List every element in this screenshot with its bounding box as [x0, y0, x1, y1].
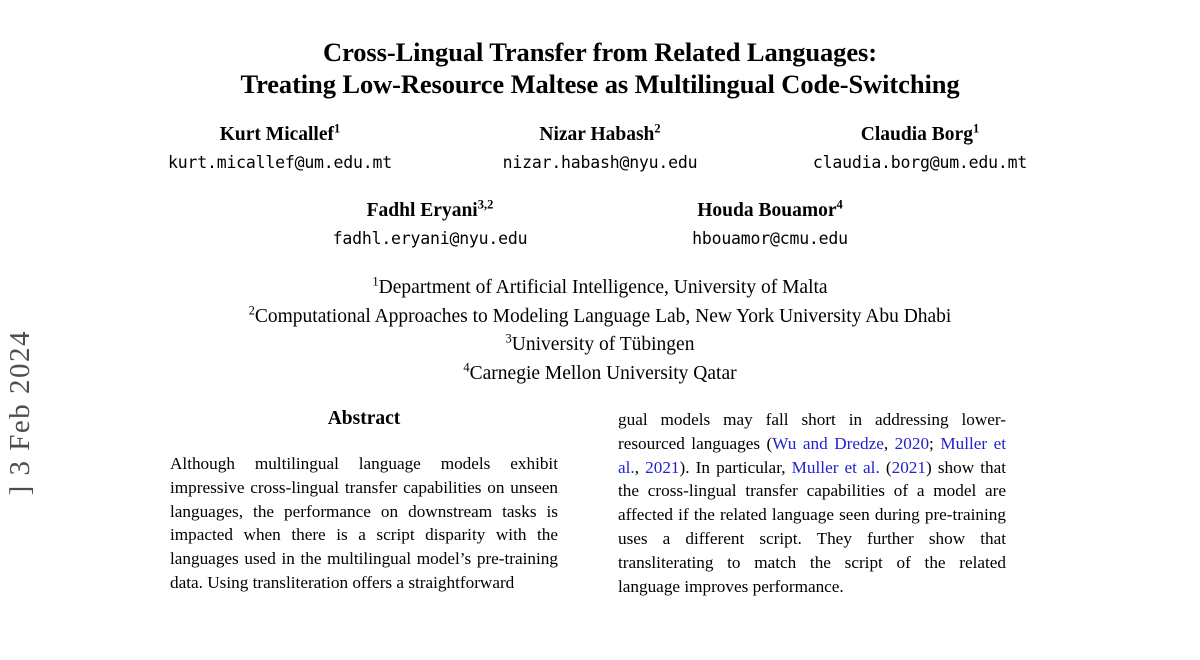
authors-row-1 — [0, 121, 1200, 174]
affiliation-text: University of Tübingen — [511, 334, 695, 355]
citation-link[interactable]: 2020 — [894, 433, 930, 453]
arxiv-stamp-text: ] 3 Feb 2024 — [4, 330, 36, 496]
author-name-text: Claudia Borg — [860, 124, 973, 145]
affiliation-4 — [0, 360, 1200, 389]
citation-link[interactable]: Muller et al. — [618, 433, 1006, 477]
abstract-column — [170, 408, 558, 598]
author-email: kurt.micallef@um.edu.mt — [168, 153, 392, 172]
intro-paragraph — [618, 408, 1006, 598]
author-name — [760, 121, 1080, 146]
author-affiliation-marker: 3,2 — [477, 197, 494, 212]
affiliation-marker: 1 — [372, 274, 379, 289]
authors-row-2 — [0, 197, 1200, 250]
intro-text-part-2: , — [883, 433, 895, 453]
author-email: claudia.borg@um.edu.mt — [812, 153, 1028, 172]
page-title — [70, 36, 1130, 100]
author-nizar-habash — [440, 121, 760, 174]
author-claudia-borg — [760, 121, 1080, 174]
author-name-text: Fadhl Eryani — [366, 200, 478, 221]
intro-text-part-4: , — [634, 457, 646, 477]
affiliation-2 — [0, 303, 1200, 332]
author-name — [440, 121, 760, 146]
author-houda-bouamor — [600, 197, 940, 250]
intro-text-part-1: gual models may fall short in addressing lower-resourced languages ( — [618, 410, 1006, 453]
citation-link[interactable]: 2021 — [891, 457, 926, 477]
author-kurt-micallef — [120, 121, 440, 174]
author-name-text: Houda Bouamor — [697, 200, 837, 221]
affiliations-block — [0, 274, 1200, 388]
abstract-text: Although multilingual language models exhibit impressive cross-lingual transfer capabilities on unseen languages, the performance on downstream tasks is impacted when there is a script disparity with the languages used in the multilingual model’s pre-training data. Using transliteration offers a straightforward — [170, 454, 558, 592]
affiliation-text: Department of Artificial Intelligence, University of Malta — [378, 277, 828, 298]
author-name-text: Nizar Habash — [539, 124, 655, 145]
affiliation-marker: 3 — [505, 331, 512, 346]
abstract-heading: Abstract — [327, 408, 401, 429]
intro-text-part-6: ( — [879, 457, 892, 477]
citation-link[interactable]: Muller et al. — [791, 457, 880, 477]
intro-text-part-7: ) show that the cross-lingual transfer capabilities of a model are affected if the related language seen during pre-training uses a different script. They further show that transliterating to match the script of the related language improves performance. — [618, 457, 1006, 596]
author-email: hbouamor@cmu.edu — [692, 229, 848, 248]
affiliation-3 — [0, 331, 1200, 360]
intro-text-part-5: ). In particular, — [679, 457, 792, 477]
author-name — [260, 197, 600, 222]
affiliation-1 — [0, 274, 1200, 303]
affiliation-marker: 4 — [463, 360, 470, 374]
intro-column — [618, 408, 1006, 598]
affiliation-marker: 2 — [248, 303, 255, 317]
author-affiliation-marker: 1 — [334, 121, 341, 136]
author-affiliation-marker: 2 — [654, 121, 661, 136]
author-email: fadhl.eryani@nyu.edu — [332, 229, 528, 248]
affiliation-text: Carnegie Mellon University Qatar — [469, 362, 737, 384]
affiliation-text: Computational Approaches to Modeling Language Lab, New York University Abu Dhabi — [254, 305, 952, 327]
author-email: nizar.habash@nyu.edu — [502, 153, 698, 172]
author-fadhl-eryani — [260, 197, 600, 250]
author-affiliation-marker: 4 — [836, 197, 843, 212]
author-name-text: Kurt Micallef — [219, 124, 334, 145]
author-name — [600, 197, 940, 222]
author-name — [120, 121, 440, 146]
title-line-2: Treating Low-Resource Maltese as Multilingual Code-Switching — [240, 69, 960, 99]
citation-link[interactable]: Wu and Dredze — [772, 433, 884, 453]
citation-link[interactable]: 2021 — [645, 457, 680, 477]
two-column-body — [0, 408, 1200, 598]
intro-text-part-3: ; — [929, 433, 941, 453]
title-line-1: Cross-Lingual Transfer from Related Languages: — [323, 37, 877, 67]
author-affiliation-marker: 1 — [972, 121, 980, 136]
